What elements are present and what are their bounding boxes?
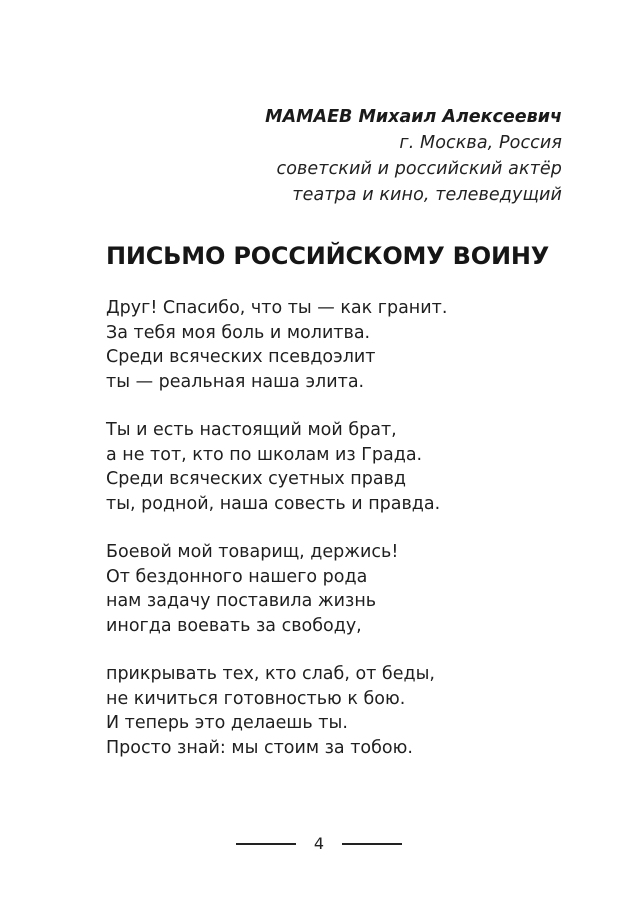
author-location: г. Москва, Россия [399, 133, 562, 153]
poem-line: И теперь это делаешь ты. [106, 713, 348, 733]
poem-line: Ты и есть настоящий мой брат, [106, 420, 397, 440]
poem-line: не кичиться готовностью к бою. [106, 688, 406, 709]
poem-line: Среди всяческих псевдоэлит [106, 347, 376, 367]
author-description-cont: театра и кино, телеведущий [292, 185, 562, 205]
poem-line: ты — реальная наша элита. [106, 371, 365, 392]
poem-line: а не тот, кто по школам из Града. [106, 444, 423, 465]
page-number: 4 [313, 834, 325, 853]
poem-line: Боевой мой товарищ, держись! [106, 542, 399, 562]
poem-line: Друг! Спасибо, что ты — как гранит. [106, 298, 448, 318]
poem-line: Среди всяческих суетных правд [106, 469, 406, 489]
page-footer [0, 834, 638, 854]
author-block [265, 104, 562, 208]
poem-line: От бездонного нашего рода [106, 566, 368, 587]
poem-body [106, 296, 447, 784]
footer-rule-left [236, 843, 296, 845]
stanza [106, 662, 447, 760]
poem-line: иногда воевать за свободу, [106, 615, 362, 636]
poem-line: За тебя моя боль и молитва. [106, 322, 371, 343]
stanza [106, 418, 447, 516]
poem-line: нам задачу поставила жизнь [106, 591, 377, 611]
poem-title: ПИСЬМО РОССИЙСКОМУ ВОИНУ [106, 242, 550, 270]
author-name: МАМАЕВ Михаил Алексеевич [265, 107, 562, 127]
poem-line: Просто знай: мы стоим за тобою. [106, 737, 413, 758]
stanza [106, 296, 447, 394]
stanza [106, 540, 447, 638]
author-description: советский и российский актёр [276, 159, 562, 179]
poem-line: ты, родной, наша совесть и правда. [106, 493, 441, 514]
poem-line: прикрывать тех, кто слаб, от беды, [106, 664, 435, 684]
footer-rule-right [342, 843, 402, 845]
